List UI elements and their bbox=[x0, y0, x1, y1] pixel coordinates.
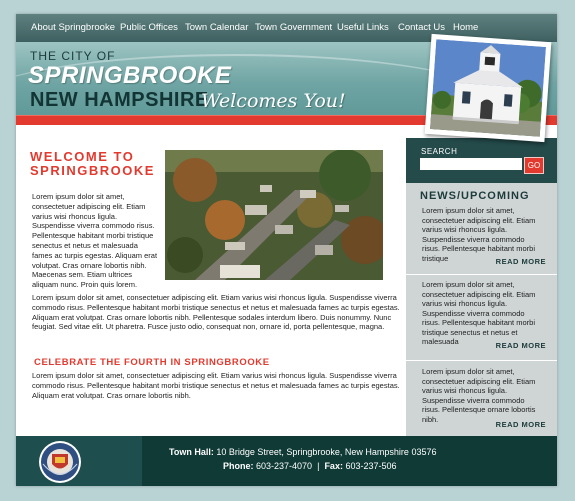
news-item-text: Lorem ipsum dolor sit amet, consectetuer adipiscing elit. Etiam varius wisi rhoncus ligula. Suspendisse viverra commodo risus. Pellentesque habitant morbi tristique bbox=[422, 206, 536, 263]
town-hall-image bbox=[430, 39, 546, 136]
footer-townhall-address: 10 Bridge Street, Springbrooke, New Hampshire 03576 bbox=[213, 447, 437, 457]
footer-separator: | bbox=[317, 461, 320, 471]
footer-townhall-label: Town Hall: bbox=[169, 447, 214, 457]
news-item bbox=[422, 206, 540, 263]
city-seal-icon bbox=[38, 440, 82, 484]
search-panel bbox=[406, 138, 557, 183]
footer-fax-label: Fax: bbox=[324, 461, 343, 471]
nav-town-calendar[interactable]: Town Calendar bbox=[185, 22, 249, 33]
news-item bbox=[422, 280, 540, 347]
footer-phone-label: Phone: bbox=[223, 461, 254, 471]
site-footer bbox=[16, 436, 557, 486]
header-town-name: SPRINGBROOKE bbox=[28, 62, 232, 89]
nav-useful-links[interactable]: Useful Links bbox=[337, 22, 389, 33]
news-divider bbox=[406, 274, 557, 275]
search-label: SEARCH bbox=[421, 147, 458, 156]
news-item-text: Lorem ipsum dolor sit amet, consectetuer adipiscing elit. Etiam varius wisi rhoncus ligula. Suspendisse viverra commodo risus. Pellentesque habitant morbi tristique senectus et netus et malesuada bbox=[422, 280, 536, 346]
news-item bbox=[422, 367, 540, 424]
news-title: NEWS/UPCOMING bbox=[420, 190, 530, 202]
header-state-name: NEW HAMPSHIRE bbox=[30, 89, 209, 111]
town-hall-photo bbox=[425, 34, 552, 142]
footer-seal-area bbox=[16, 436, 142, 486]
news-panel bbox=[406, 183, 557, 439]
page bbox=[16, 14, 557, 486]
celebrate-heading: CELEBRATE THE FOURTH IN SPRINGBROOKE bbox=[34, 357, 270, 368]
footer-contact-line bbox=[223, 461, 397, 471]
read-more-link[interactable]: READ MORE bbox=[495, 420, 546, 429]
welcome-title bbox=[30, 150, 170, 178]
news-item-text: Lorem ipsum dolor sit amet, consectetuer adipiscing elit. Etiam varius wisi rhoncus ligula. Suspendisse viverra commodo risus. Pellentesque ornare lobortis nibh. bbox=[422, 367, 536, 424]
read-more-link[interactable]: READ MORE bbox=[495, 341, 546, 350]
header-welcome: Welcomes You! bbox=[201, 90, 346, 112]
footer-address-line bbox=[169, 447, 436, 457]
welcome-title-line1: WELCOME TO bbox=[30, 149, 135, 164]
footer-phone: 603-237-4070 bbox=[253, 461, 313, 471]
search-go-button[interactable]: GO bbox=[524, 157, 544, 174]
aerial-town-photo bbox=[165, 150, 383, 280]
intro-short-paragraph: Lorem ipsum dolor sit amet, consectetuer adipiscing elit. Etiam varius wisi rhoncus ligula. Suspendisse viverra commodo risus. Pellentesque habitant morbi tristique senectus et netus et malesuada fames ac turpis egestas. Aliquam erat volutpat. Cras ornare lobortis nibh. Maecenas sem. Etiam ultrices aliquam nunc. Proin quis lorem. bbox=[32, 192, 158, 290]
nav-public-offices[interactable]: Public Offices bbox=[120, 22, 178, 33]
read-more-link[interactable]: READ MORE bbox=[495, 257, 546, 266]
nav-home[interactable]: Home bbox=[453, 22, 479, 33]
footer-fax: 603-237-506 bbox=[342, 461, 397, 471]
intro-long-paragraph: Lorem ipsum dolor sit amet, consectetuer adipiscing elit. Etiam varius wisi rhoncus ligula. Suspendisse viverra commodo risus. Pellentesque habitant morbi tristique senectus et netus et malesuada fames ac turpis egestas. Aliquam erat volutpat. Cras ornare lobortis nibh. Pellentesque sodales interdum libero. Duis nonummy. Nunc feugiat. Sed vitae elit. Ut pharetra. Fusce justo odio, consequat non, ornare id, porta pellentesque, magna. bbox=[32, 293, 400, 332]
welcome-title-line2: SPRINGBROOKE bbox=[30, 163, 155, 178]
nav-about[interactable]: About Springbrooke bbox=[31, 22, 115, 33]
header-the-city-of: THE CITY OF bbox=[30, 49, 116, 63]
celebrate-paragraph: Lorem ipsum dolor sit amet, consectetuer adipiscing elit. Etiam varius wisi rhoncus ligula. Suspendisse viverra commodo risus. Pellentesque habitant morbi tristique senectus et netus et malesuada fames ac turpis egestas. Aliquam erat volutpat. Cras ornare lobortis nibh. bbox=[32, 371, 400, 400]
news-divider bbox=[406, 360, 557, 361]
nav-contact-us[interactable]: Contact Us bbox=[398, 22, 445, 33]
search-input[interactable] bbox=[420, 158, 522, 170]
nav-town-government[interactable]: Town Government bbox=[255, 22, 333, 33]
